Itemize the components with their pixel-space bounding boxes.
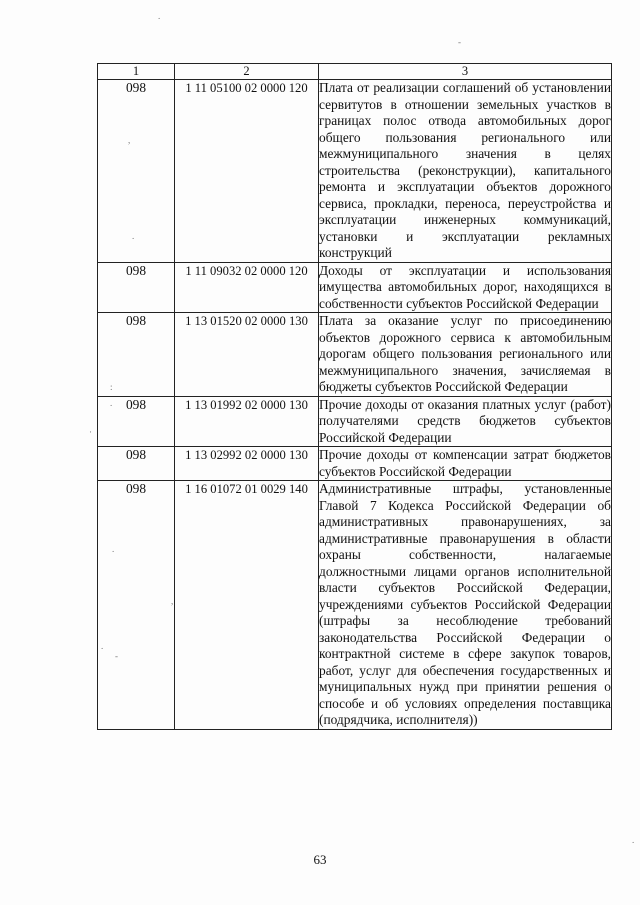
scan-speck: . — [632, 835, 635, 845]
revenue-code-cell: 1 11 05100 02 0000 120 — [175, 80, 319, 263]
revenue-code-cell: 1 13 02992 02 0000 130 — [175, 447, 319, 481]
scan-speck: · — [89, 427, 92, 437]
table-header-row — [98, 64, 612, 80]
scan-speck: . — [110, 398, 113, 408]
revenue-name-cell: Прочие доходы от компенсации затрат бюджетов субъектов Российской Федерации — [319, 447, 611, 479]
revenue-code-cell: 1 13 01992 02 0000 130 — [175, 396, 319, 447]
column-header: 3 — [319, 64, 612, 80]
scan-speck: : — [110, 382, 113, 392]
revenue-name-cell: Прочие доходы от оказания платных услуг (работ) получателями средств бюджетов субъектов Российской Федерации — [319, 396, 611, 445]
column-header: 1 — [98, 64, 175, 80]
scan-speck: - — [458, 37, 461, 47]
revenue-name-cell: Плата от реализации соглашений об установлении сервитутов в отношении земельных участков в границах полос отвода автомобильных дорог общего пользования регионального или межмуниципального значения в целях строительства (реконструкции), капитального ремонта и эксплуатации объектов дорожного сервиса, прокладки, переноса, переустройства и эксплуатации инженерных коммуникаций, установки и эксплуатации рекламных конструкций — [319, 80, 611, 260]
administrator-code-cell: 098 — [98, 396, 175, 447]
scan-speck: . — [132, 231, 135, 241]
revenue-codes-table — [97, 63, 612, 730]
table-row — [98, 262, 612, 313]
administrator-code-cell: 098 — [98, 80, 175, 263]
table-row — [98, 80, 612, 263]
scan-speck: . — [158, 11, 161, 21]
revenue-code-cell: 1 13 01520 02 0000 130 — [175, 313, 319, 397]
table-row — [98, 447, 612, 481]
column-header: 2 — [175, 64, 319, 80]
scan-speck: , — [171, 596, 174, 606]
table-row — [98, 396, 612, 447]
table-row — [98, 481, 612, 730]
administrator-code-cell: 098 — [98, 313, 175, 397]
table-row — [98, 313, 612, 397]
page-number: 63 — [313, 852, 327, 867]
revenue-code-cell: 1 11 09032 02 0000 120 — [175, 262, 319, 313]
scan-speck: , — [128, 135, 131, 145]
revenue-name-cell: Доходы от эксплуатации и использования имущества автомобильных дорог, находящихся в собственности субъектов Российской Федерации — [319, 262, 611, 311]
scan-speck: - — [115, 651, 118, 661]
scan-speck: . — [101, 641, 104, 651]
administrator-code-cell: 098 — [98, 481, 175, 730]
administrator-code-cell: 098 — [98, 447, 175, 481]
administrator-code-cell: 098 — [98, 262, 175, 313]
revenue-name-cell: Административные штрафы, установленные Главой 7 Кодекса Российской Федерации об административных правонарушениях, за административные правонарушения в области охраны собственности, налагаемые должностными лицами органов исполнительной власти субъектов Российской Федерации, учреждениями субъектов Российской Федерации (штрафы за несоблюдение требований законодательства Российской Федерации о контрактной системе в сфере закупок товаров, работ, услуг для обеспечения государственных и муниципальных нужд при принятии решения о способе и об условиях определения поставщика (подрядчика, исполнителя)) — [319, 481, 611, 727]
scan-speck: . — [112, 544, 115, 554]
revenue-name-cell: Плата за оказание услуг по присоединению объектов дорожного сервиса к автомобильным дорогам общего пользования регионального или межмуниципального значения, зачисляемая в бюджеты субъектов Российской Федерации — [319, 313, 611, 394]
revenue-code-cell: 1 16 01072 01 0029 140 — [175, 481, 319, 730]
